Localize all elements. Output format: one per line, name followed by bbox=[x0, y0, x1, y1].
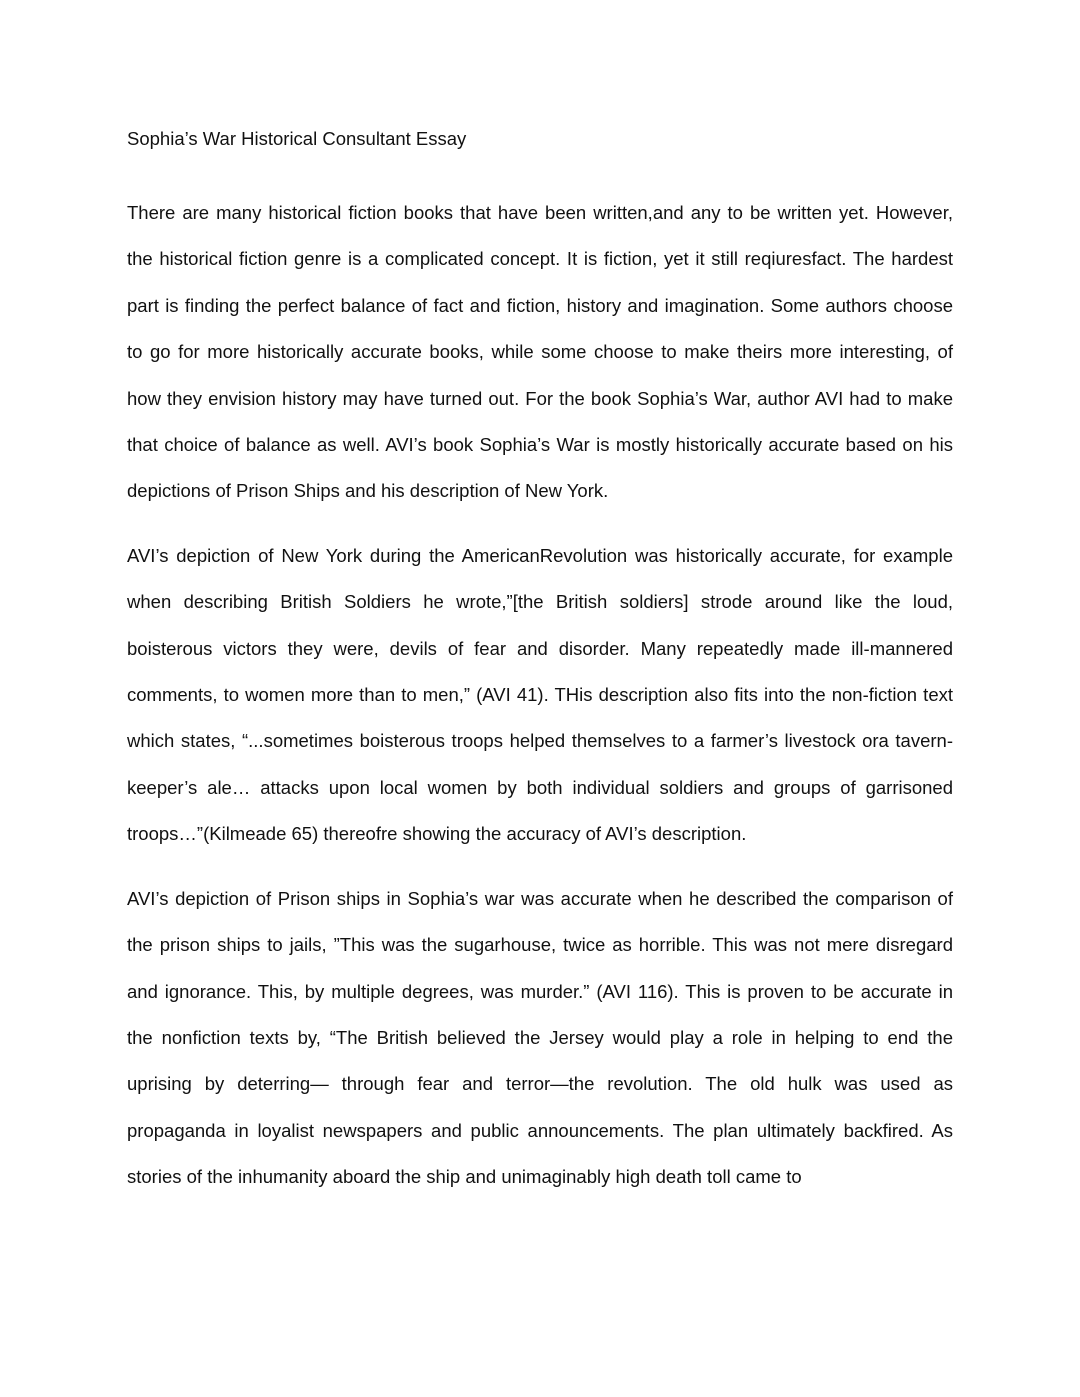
document-body bbox=[127, 125, 953, 1201]
paragraph-prison-ships-depiction: AVI’s depiction of Prison ships in Sophia’s war was accurate when he described the comparison of the prison ships to jails, ”This was the sugarhouse, twice as horrible. This was not mere disregard and ignorance. This, by multiple degrees, was murder.” (AVI 116). This is proven to be accurate in the nonfiction texts by, “The British believed the Jersey would play a role in helping to end the uprising by deterring— through fear and terror—the revolution. The old hulk was used as propaganda in loyalist newspapers and public announcements. The plan ultimately backfired. As stories of the inhumanity aboard the ship and unimaginably high death toll came to bbox=[127, 887, 953, 1188]
document-title: Sophia’s War Historical Consultant Essay bbox=[127, 128, 467, 149]
paragraph-new-york-depiction: AVI’s depiction of New York during the AmericanRevolution was historically accurate, for example when describing British Soldiers he wrote,”[the British soldiers] strode around like the loud, boisterous victors they were, devils of fear and disorder. Many repeatedly made ill-mannered comments, to women more than to men,” (AVI 41). THis description also fits into the non-fiction text which states, “...sometimes boisterous troops helped themselves to a farmer’s livestock ora tavern-keeper’s ale… attacks upon local women by both individual soldiers and groups of garrisoned troops…”(Kilmeade 65) thereofre showing the accuracy of AVI’s description. bbox=[127, 544, 953, 845]
paragraph-introduction: There are many historical fiction books that have been written,and any to be written yet. However, the historical fiction genre is a complicated concept. It is fiction, yet it still reqiuresfact. The hardest part is finding the perfect balance of fact and fiction, history and imagination. Some authors choose to go for more historically accurate books, while some choose to make theirs more interesting, of how they envision history may have turned out. For the book Sophia’s War, author AVI had to make that choice of balance as well. AVI’s book Sophia’s War is mostly historically accurate based on his depictions of Prison Ships and his description of New York. bbox=[127, 202, 953, 502]
